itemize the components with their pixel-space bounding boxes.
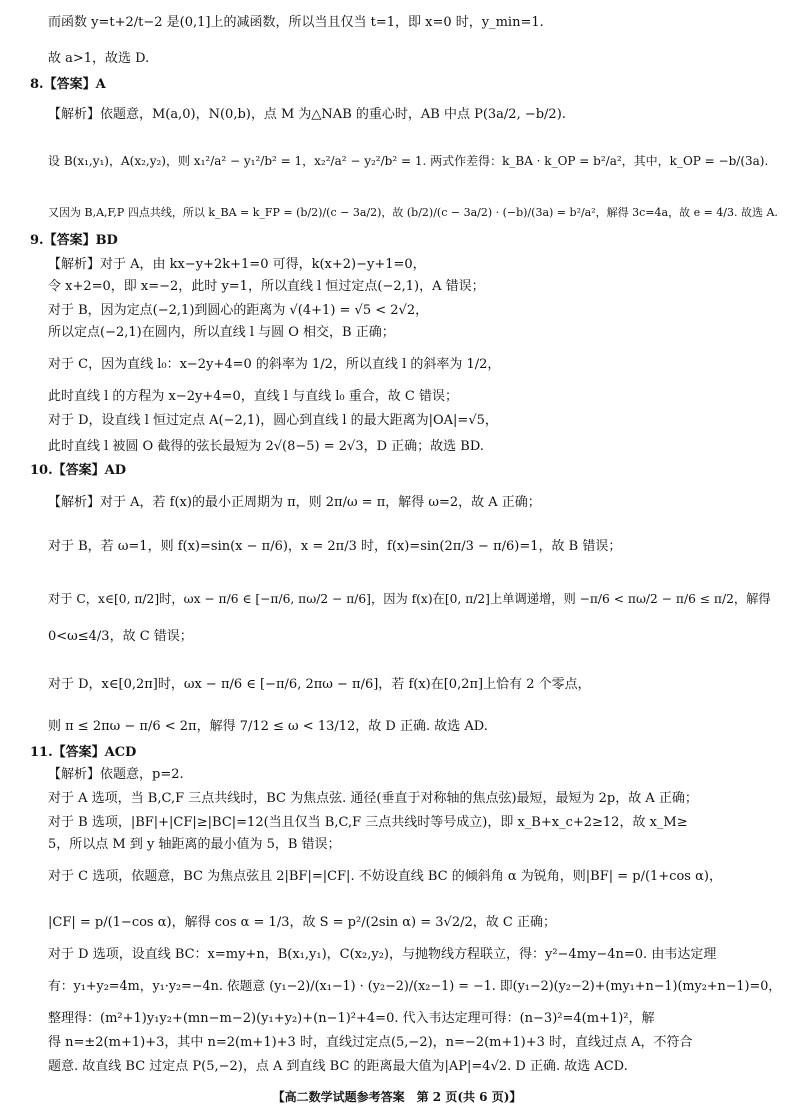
text-line: 对于 C 选项，依题意，BC 为焦点弦且 2|BF|=|CF|. 不妨设直线 BC 的倾斜角 α 为锐角，则|BF| = p/(1+cos α)， <box>48 869 722 884</box>
text-line: 对于 A 选项，当 B,C,F 三点共线时，BC 为焦点弦. 通径(垂直于对称轴的焦点弦)最短，最短为 2p，故 A 正确； <box>48 791 698 806</box>
text-line: 设 B(x₁,y₁)，A(x₂,y₂)，则 x₁²/a² − y₁²/b² = 1，x₂²/a² − y₂²/b² = 1. 两式作差得：k_BA · k_OP = b²/a²，其中，k_OP = −b/(3a). <box>48 154 769 168</box>
text-line: 对于 B，若 ω=1，则 f(x)=sin(x − π/6)，x = 2π/3 时，f(x)=sin(2π/3 − π/6)=1，故 B 错误； <box>48 539 622 554</box>
text-line: 则 π ≤ 2πω − π/6 < 2π，解得 7/12 ≤ ω < 13/12，故 D 正确. 故选 AD. <box>48 719 488 734</box>
text-line: 【解析】对于 A，若 f(x)的最小正周期为 π，则 2π/ω = π，解得 ω=2，故 A 正确； <box>48 495 541 510</box>
text-line: 对于 B，因为定点(−2,1)到圆心的距离为 √(4+1) = √5 < 2√2， <box>48 303 429 318</box>
text-line: 得 n=±2(m+1)+3，其中 n=2(m+1)+3 时，直线过定点(5,−2)，n=−2(m+1)+3 时，直线过点 A，不符合 <box>48 1035 693 1050</box>
answer-heading-10: 10.【答案】AD <box>30 463 126 478</box>
text-line: 有：y₁+y₂=4m，y₁·y₂=−4n. 依题意 (y₁−2)/(x₁−1) · (y₂−2)/(x₂−1) = −1. 即(y₁−2)(y₂−2)+(my₁+n−1)(my₂+n−1)=0， <box>48 979 782 994</box>
page-footer: 【高二数学试题参考答案 第 2 页(共 6 页)】 <box>272 1090 522 1104</box>
text-line: 0<ω≤4/3，故 C 错误； <box>48 629 193 644</box>
text-line: 对于 C，x∈[0, π/2]时，ωx − π/6 ∈ [−π/6, πω/2 − π/6]，因为 f(x)在[0, π/2]上单调递增，则 −π/6 < πω/2 − π/6 ≤ π/2，解得 <box>48 592 771 606</box>
text-line: 对于 D，x∈[0,2π]时，ωx − π/6 ∈ [−π/6, 2πω − π/6]，若 f(x)在[0,2π]上恰有 2 个零点， <box>48 677 591 692</box>
text-line: 对于 B 选项，|BF|+|CF|≥|BC|=12(当且仅当 B,C,F 三点共线时等号成立)，即 x_B+x_c+2≥12，故 x_M≥ <box>48 815 688 830</box>
text-line: 【解析】对于 A，由 kx−y+2k+1=0 可得，k(x+2)−y+1=0， <box>48 257 426 272</box>
text-line: 【解析】依题意，M(a,0)，N(0,b)，点 M 为△NAB 的重心时，AB 中点 P(3a/2, −b/2). <box>48 107 566 122</box>
answer-heading-11: 11.【答案】ACD <box>30 745 137 760</box>
text-line: 【解析】依题意，p=2. <box>48 767 184 782</box>
answer-heading-8: 8.【答案】A <box>30 77 106 92</box>
text-line: 整理得：(m²+1)y₁y₂+(mn−m−2)(y₁+y₂)+(n−1)²+4=0. 代入韦达定理可得：(n−3)²=4(m+1)²，解 <box>48 1011 655 1026</box>
answer-heading-9: 9.【答案】BD <box>30 233 118 248</box>
text-line: 题意. 故直线 BC 过定点 P(5,−2)，点 A 到直线 BC 的距离最大值为|AP|=4√2. D 正确. 故选 ACD. <box>48 1059 628 1074</box>
text-line: 又因为 B,A,F,P 四点共线，所以 k_BA = k_FP = (b/2)/(c − 3a/2)，故 (b/2)/(c − 3a/2) · (−b)/(3a) = b²/a²，解得 3c=4a，故 e = 4/3. 故选 A. <box>48 206 778 219</box>
text-line: 对于 D，设直线 l 恒过定点 A(−2,1)，圆心到直线 l 的最大距离为|OA|=√5， <box>48 413 498 428</box>
text-line: 此时直线 l 的方程为 x−2y+4=0，直线 l 与直线 l₀ 重合，故 C 错误； <box>48 389 458 404</box>
text-line: 5，所以点 M 到 y 轴距离的最小值为 5，B 错误； <box>48 837 341 852</box>
text-line: 此时直线 l 被圆 O 截得的弦长最短为 2√(8−5) = 2√3，D 正确；故选 BD. <box>48 439 484 454</box>
text-line: 对于 D 选项，设直线 BC：x=my+n，B(x₁,y₁)，C(x₂,y₂)，与抛物线方程联立，得：y²−4my−4n=0. 由韦达定理 <box>48 947 717 962</box>
text-line: 而函数 y=t+2/t−2 是(0,1]上的减函数，所以当且仅当 t=1，即 x=0 时，y_min=1. <box>48 15 544 30</box>
text-line: |CF| = p/(1−cos α)，解得 cos α = 1/3，故 S = p²/(2sin α) = 3√2/2，故 C 正确； <box>48 915 556 930</box>
text-line: 故 a>1，故选 D. <box>48 51 150 66</box>
text-line: 对于 C，因为直线 l₀：x−2y+4=0 的斜率为 1/2，所以直线 l 的斜率为 1/2， <box>48 357 501 372</box>
text-line: 所以定点(−2,1)在圆内，所以直线 l 与圆 O 相交，B 正确； <box>48 325 395 340</box>
text-line: 令 x+2=0，即 x=−2，此时 y=1，所以直线 l 恒过定点(−2,1)，A 错误； <box>48 279 485 294</box>
